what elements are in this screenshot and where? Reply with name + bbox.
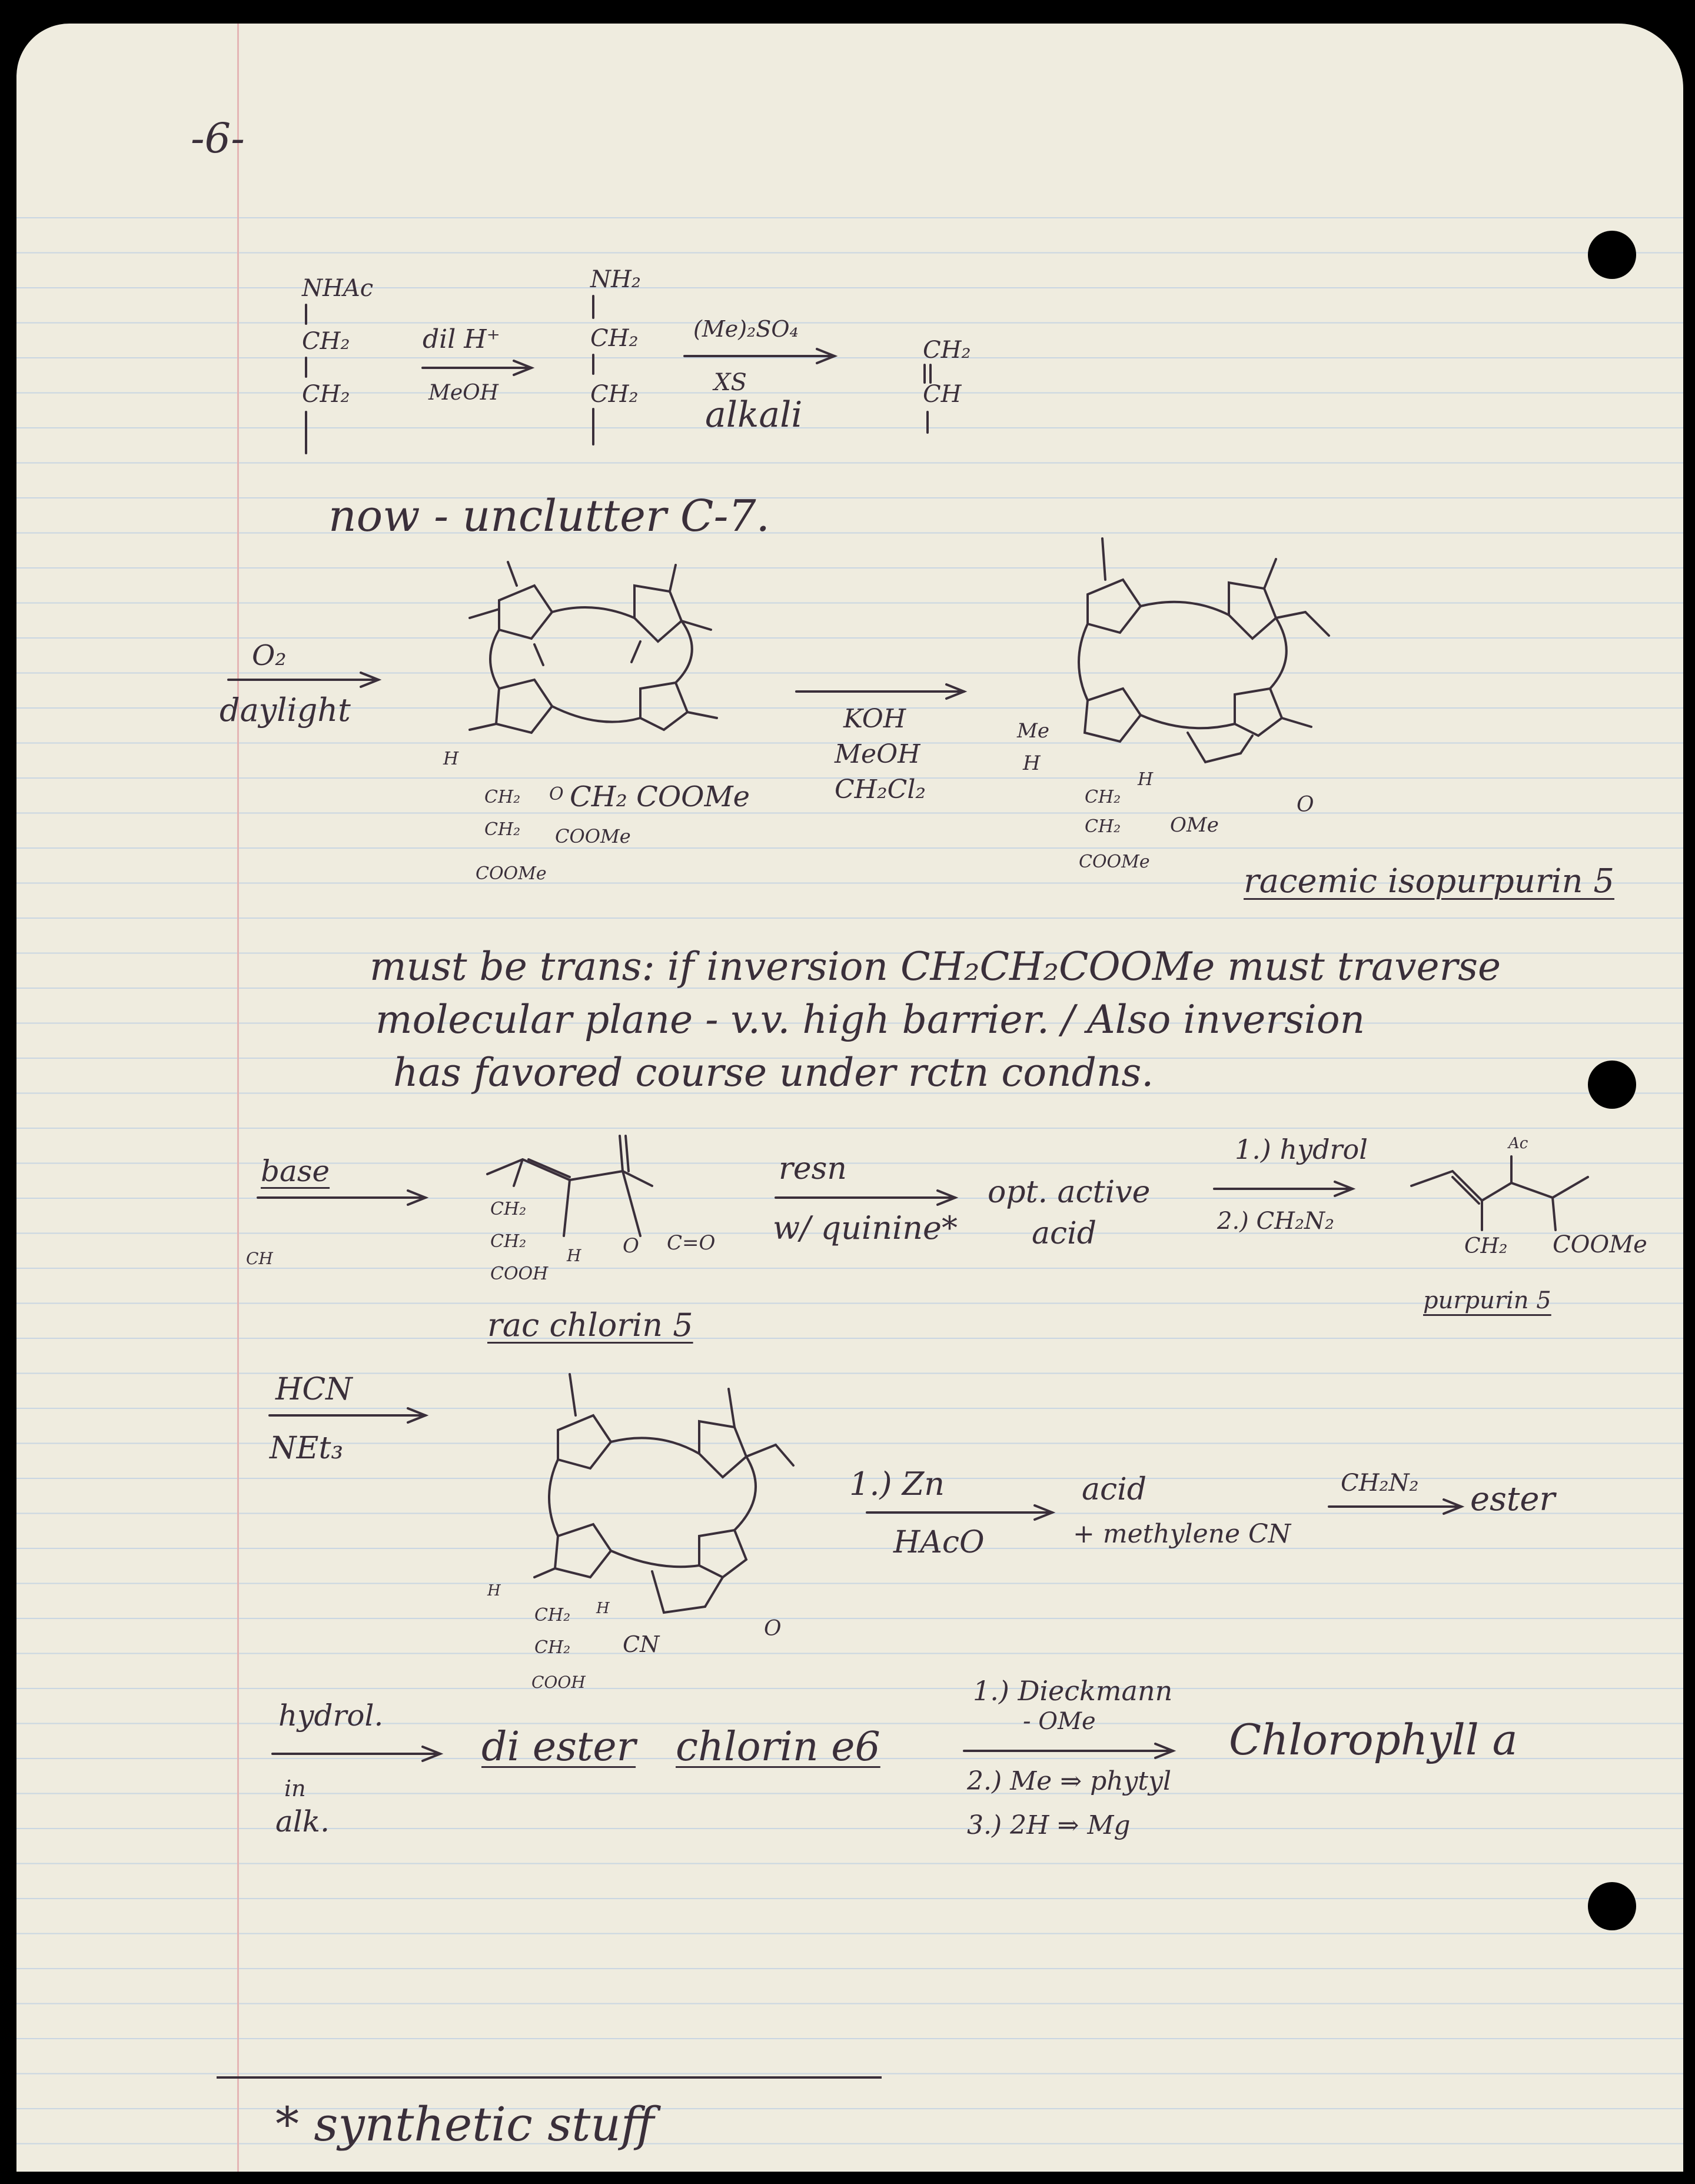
s2-arrow2	[793, 680, 970, 703]
s1-mid-nh2: NH₂	[590, 266, 641, 293]
s1-sm-ch2-a: CH₂	[302, 328, 350, 355]
s3-prod-purpurin-structure	[1405, 1154, 1617, 1236]
s4-cond-above: HCN	[275, 1372, 353, 1407]
s4-h-b: H	[596, 1600, 610, 1617]
s4-step1-below: HAcO	[893, 1525, 985, 1560]
trans-note-line1: must be trans: if inversion CH₂CH₂COOMe must traverse	[370, 944, 1501, 989]
s2-reagent-ch2cl2: CH₂Cl₂	[835, 774, 926, 805]
s2-sm-ch2-a: CH₂	[484, 787, 521, 807]
s3-arrow1	[255, 1186, 431, 1209]
binder-hole	[1588, 1882, 1636, 1930]
s3-intermediate-line1: opt. active	[988, 1175, 1151, 1210]
s1-arrow2	[682, 344, 840, 368]
s3-sm-cooh: COOH	[490, 1264, 549, 1284]
s2-prod-o: O	[1297, 793, 1314, 817]
s1-r2-above: (Me)₂SO₄	[693, 316, 799, 342]
s3-intermediate-line2: acid	[1032, 1216, 1097, 1251]
s1-mid-ch2-a: CH₂	[590, 325, 639, 352]
s3-sm-o: O	[623, 1234, 639, 1258]
s3-product-name: purpurin 5	[1423, 1287, 1551, 1314]
s4-arrow2	[864, 1501, 1058, 1524]
s1-prod-double-bond	[920, 362, 938, 438]
s2-arrow1	[225, 668, 384, 692]
s2-prod-isopurpurin-structure	[1052, 530, 1358, 795]
s4-cn: CN	[623, 1631, 660, 1657]
s4-chlorin-cn-structure	[523, 1365, 805, 1642]
s3-sm-h: H	[567, 1246, 581, 1265]
s2-sm-chlorin-structure	[464, 553, 746, 777]
s3-step1: 1.) hydrol	[1235, 1133, 1368, 1165]
s3-resn-above: resn	[779, 1151, 847, 1186]
footnote: * synthetic stuff	[275, 2097, 654, 2152]
s2-reagent-meoh: MeOH	[835, 739, 920, 769]
s5-arrow1	[270, 1742, 446, 1766]
s2-sm-ch2coome: CH₂ COOMe	[570, 780, 750, 813]
s4-o: O	[764, 1617, 782, 1641]
trans-note-line3: has favored course under rctn condns.	[393, 1050, 1154, 1095]
s1-sm-nhac: NHAc	[302, 275, 374, 302]
s2-prod-ch2-b: CH₂	[1085, 816, 1121, 837]
s2-sm-h: H	[443, 749, 459, 769]
footnote-rule	[217, 2076, 882, 2079]
unclutter-note: now - unclutter C-7.	[328, 491, 770, 541]
s3-prod-ac: Ac	[1508, 1135, 1528, 1152]
s2-prod-h-b: H	[1138, 769, 1154, 790]
s2-cond-above: O₂	[252, 639, 287, 672]
notebook-page	[16, 24, 1683, 2172]
s4-ch2-a: CH₂	[534, 1605, 571, 1625]
s3-side-mark: CH	[246, 1249, 273, 1268]
s1-r1-above: dil H⁺	[423, 324, 500, 354]
s5-cond-below-alk: alk.	[275, 1804, 330, 1839]
s5-step-mg: 3.) 2H ⇒ Mg	[967, 1810, 1131, 1840]
s2-sm-coome-a: COOMe	[476, 863, 547, 884]
s1-mid-bonds	[586, 291, 604, 468]
s2-cond-below: daylight	[220, 692, 351, 729]
s1-sm-bonds	[299, 300, 317, 477]
s4-after1-methylene: + methylene CN	[1073, 1519, 1291, 1549]
s5-chlorin-e6: chlorin e6	[676, 1724, 880, 1770]
s3-sm-name: rac chlorin 5	[487, 1307, 693, 1344]
s3-arrow2	[773, 1186, 961, 1209]
margin-line	[237, 24, 239, 2172]
s1-arrow1	[420, 356, 537, 380]
s5-step-ome: - OMe	[1023, 1708, 1096, 1735]
s5-product-chlorophyll: Chlorophyll a	[1229, 1715, 1518, 1764]
s4-arrow3	[1326, 1495, 1467, 1518]
s5-cond-above: hydrol.	[278, 1698, 384, 1733]
s5-diester: di ester	[481, 1724, 636, 1770]
s3-sm-ch2-a: CH₂	[490, 1199, 527, 1219]
s2-sm-ch2-b: CH₂	[484, 819, 521, 840]
s4-after2-ester: ester	[1470, 1480, 1556, 1518]
s3-arrow3	[1211, 1177, 1358, 1201]
s5-cond-below-in: in	[284, 1776, 306, 1801]
s2-sm-o: O	[549, 784, 564, 805]
s3-cond-base: base	[261, 1154, 330, 1188]
s1-sm-ch2-b: CH₂	[302, 381, 350, 408]
s3-sm-fragment-structure	[476, 1124, 723, 1248]
s1-prod-ch: CH	[923, 381, 962, 408]
s2-prod-h-a: H	[1023, 752, 1041, 775]
s5-step-dieckmann: 1.) Dieckmann	[973, 1675, 1173, 1707]
s5-arrow2	[961, 1739, 1179, 1763]
ruled-lines	[16, 24, 1683, 2172]
s4-after1-acid: acid	[1082, 1472, 1147, 1507]
s2-product-name: racemic isopurpurin 5	[1244, 862, 1614, 900]
s3-resn-below: w/ quinine*	[773, 1209, 958, 1246]
binder-hole	[1588, 231, 1636, 279]
s2-prod-me: Me	[1017, 719, 1049, 743]
s2-prod-ch2-a: CH₂	[1085, 787, 1121, 807]
s4-step1-above: 1.) Zn	[849, 1465, 945, 1502]
s4-cooh: COOH	[531, 1673, 586, 1692]
s2-prod-ome: OMe	[1170, 813, 1219, 837]
page-number: -6-	[191, 114, 245, 162]
s3-prod-ch2: CH₂	[1464, 1234, 1508, 1258]
s2-sm-coome-b: COOMe	[555, 825, 631, 847]
s5-step-phytyl: 2.) Me ⇒ phytyl	[967, 1766, 1172, 1796]
s1-r2-below-alkali: alkali	[705, 394, 803, 436]
s3-step2: 2.) CH₂N₂	[1217, 1208, 1335, 1235]
trans-note-line2: molecular plane - v.v. high barrier. / Also inversion	[375, 997, 1365, 1042]
s1-prod-ch2: CH₂	[923, 337, 971, 364]
s1-r2-below-xs: XS	[714, 369, 747, 396]
binder-hole	[1588, 1061, 1636, 1109]
s3-sm-co: C=O	[667, 1231, 716, 1255]
s1-mid-ch2-b: CH₂	[590, 381, 639, 408]
s2-reagent-koh: KOH	[843, 704, 906, 734]
s4-arrow1	[267, 1404, 431, 1427]
s4-step2-above: CH₂N₂	[1341, 1470, 1419, 1497]
s4-ch2-b: CH₂	[534, 1637, 571, 1658]
s3-sm-ch2-b: CH₂	[490, 1231, 527, 1252]
s3-prod-coome: COOMe	[1553, 1231, 1647, 1258]
s2-prod-coome: COOMe	[1079, 852, 1150, 872]
s1-r1-below: MeOH	[428, 381, 499, 405]
s4-h-a: H	[487, 1582, 501, 1600]
s4-cond-below: NEt₃	[270, 1431, 344, 1466]
